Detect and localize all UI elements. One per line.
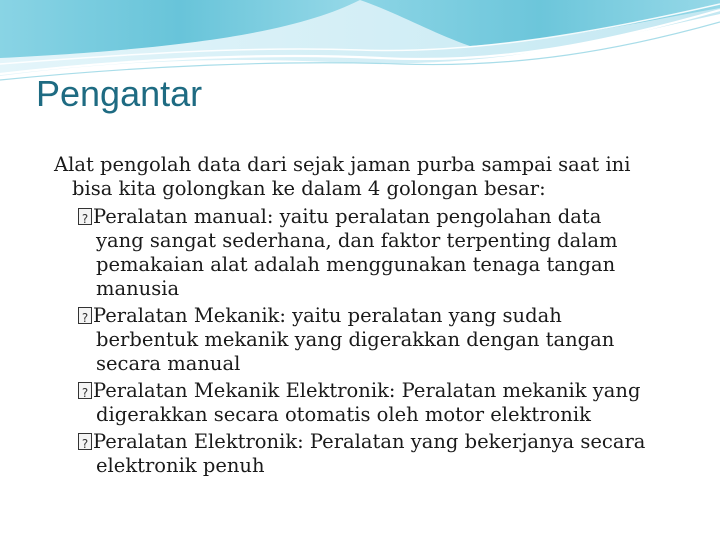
list-item-continuation: yang sangat sederhana, dan faktor terpenting dalam	[96, 229, 618, 252]
list-item-continuation: pemakaian alat adalah menggunakan tenaga tangan	[96, 253, 616, 276]
list-item-text: Peralatan Elektronik: Peralatan yang bekerjanya secara	[93, 430, 646, 453]
intro-line-2: bisa kita golongkan ke dalam 4 golongan besar:	[72, 177, 546, 200]
missing-glyph-bullet-icon	[78, 307, 92, 324]
list-item-text: Peralatan manual: yaitu peralatan pengolahan data	[93, 205, 602, 228]
missing-glyph-bullet-icon	[78, 208, 92, 225]
intro-line-1: Alat pengolah data dari sejak jaman purba sampai saat ini	[54, 153, 631, 176]
slide-title: Pengantar	[36, 73, 203, 114]
list-item	[78, 304, 562, 328]
list-item-continuation: manusia	[96, 277, 180, 300]
list-item	[78, 205, 601, 229]
missing-glyph-bullet-icon	[78, 382, 92, 399]
list-item-continuation: digerakkan secara otomatis oleh motor elektronik	[96, 403, 591, 426]
list-item-text: Peralatan Mekanik: yaitu peralatan yang sudah	[93, 304, 562, 327]
list-item-continuation: berbentuk mekanik yang digerakkan dengan tangan	[96, 328, 615, 351]
list-item	[78, 379, 640, 403]
list-item-continuation: secara manual	[96, 352, 241, 375]
list-item-continuation: elektronik penuh	[96, 454, 265, 477]
list-item	[78, 430, 645, 454]
list-item-text: Peralatan Mekanik Elektronik: Peralatan mekanik yang	[93, 379, 641, 402]
missing-glyph-bullet-icon	[78, 433, 92, 450]
